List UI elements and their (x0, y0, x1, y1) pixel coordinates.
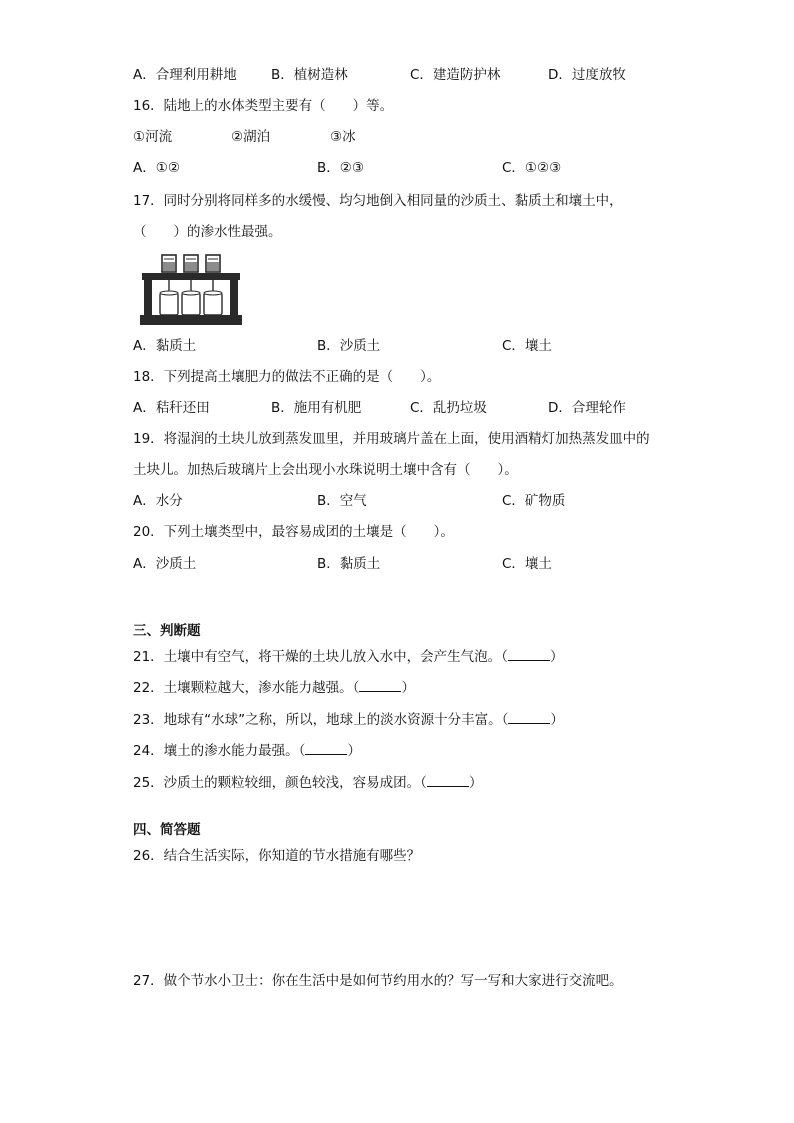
rack-post-left (144, 275, 152, 316)
q16-option-a: A．①② (133, 160, 180, 176)
funnel-rack-figure (140, 253, 242, 326)
q18-option-d: D．合理轮作 (548, 400, 626, 416)
rack-base (140, 315, 242, 325)
q16-item-2: ②湖泊 (231, 129, 271, 145)
q16-item-3: ③冰 (330, 129, 356, 145)
q19-option-b: B．空气 (317, 493, 367, 509)
q18-option-a: A．秸秆还田 (133, 400, 210, 416)
beaker-1 (160, 291, 178, 315)
q27-stem: 27．做个节水小卫士：你在生活中是如何节约用水的？写一写和大家进行交流吧。 (133, 973, 623, 989)
answer-blank[interactable] (427, 774, 469, 787)
q17-stem-line1: 17．同时分别将同样多的水缓慢、均匀地倒入相同量的沙质土、黏质土和壤土中， (133, 193, 623, 209)
beaker-3 (204, 291, 222, 315)
q17-option-b: B．沙质土 (317, 338, 381, 354)
tf-item-24: 24．壤土的渗水能力最强。（ ） (133, 743, 361, 759)
q17-stem-line2: （ ）的渗水性最强。 (133, 224, 282, 240)
q26-stem: 26．结合生活实际，你知道的节水措施有哪些？ (133, 848, 421, 864)
tf-item-23: 23．地球有“水球”之称，所以，地球上的淡水资源十分丰富。（ ） (133, 712, 564, 728)
q15-option-d: D．过度放牧 (548, 67, 626, 83)
q20-option-c: C．壤土 (502, 556, 552, 572)
q15-option-b: B．植树造林 (271, 67, 348, 83)
q20-option-b: B．黏质土 (317, 556, 381, 572)
answer-blank[interactable] (305, 742, 347, 755)
q15-option-a: A．合理利用耕地 (133, 67, 237, 83)
funnel-1 (162, 255, 176, 272)
answer-blank[interactable] (359, 679, 401, 692)
q19-option-c: C．矿物质 (502, 493, 566, 509)
tf-item-25: 25．沙质土的颗粒较细，颜色较浅，容易成团。（ ） (133, 775, 483, 791)
answer-blank[interactable] (508, 648, 550, 661)
funnel-3 (206, 255, 220, 272)
q19-option-a: A．水分 (133, 493, 183, 509)
q18-option-b: B．施用有机肥 (271, 400, 362, 416)
answer-blank[interactable] (508, 711, 550, 724)
q16-option-c: C．①②③ (502, 160, 562, 176)
section-4-title: 四、简答题 (133, 822, 201, 838)
q15-option-c: C．建造防护林 (410, 67, 501, 83)
q19-stem-line2: 土块儿。加热后玻璃片上会出现小水珠说明土壤中含有（ ）。 (133, 462, 518, 478)
q16-stem: 16．陆地上的水体类型主要有（ ）等。 (133, 98, 394, 114)
rack-post-right (230, 275, 238, 316)
q19-stem-line1: 19．将湿润的土块儿放到蒸发皿里，并用玻璃片盖在上面，使用酒精灯加热蒸发皿中的 (133, 431, 650, 447)
q16-item-1: ①河流 (133, 129, 173, 145)
funnel-2 (184, 255, 198, 272)
q20-option-a: A．沙质土 (133, 556, 197, 572)
q16-option-b: B．②③ (317, 160, 364, 176)
q18-option-c: C．乱扔垃圾 (410, 400, 487, 416)
tf-item-21: 21．土壤中有空气，将干燥的土块儿放入水中，会产生气泡。（ ） (133, 649, 564, 665)
q18-stem: 18．下列提高土壤肥力的做法不正确的是（ ）。 (133, 369, 441, 385)
q17-option-c: C．壤土 (502, 338, 552, 354)
q17-option-a: A．黏质土 (133, 338, 197, 354)
beaker-2 (182, 291, 200, 315)
q20-stem: 20．下列土壤类型中，最容易成团的土壤是（ ）。 (133, 524, 454, 540)
section-3-title: 三、判断题 (133, 623, 201, 639)
tf-item-22: 22．土壤颗粒越大，渗水能力越强。（ ） (133, 680, 415, 696)
rack-crossbar (142, 273, 240, 280)
